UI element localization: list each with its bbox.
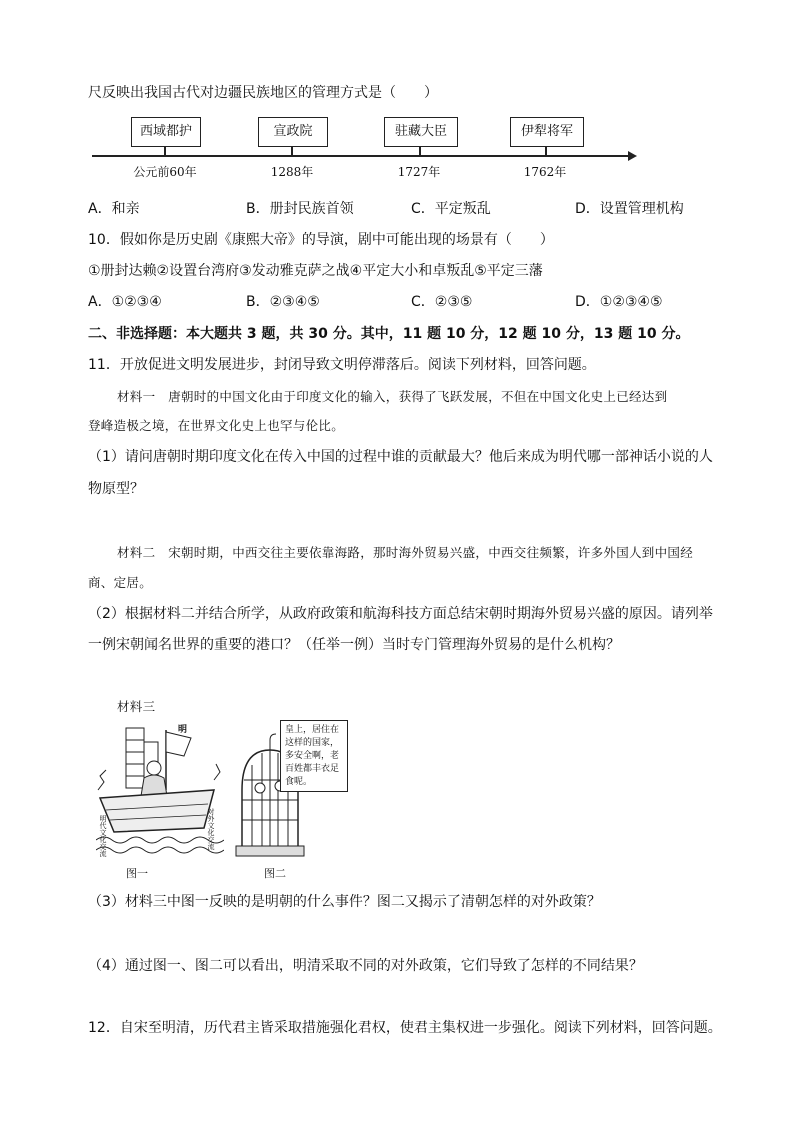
material-1-line-2: 登峰造极之境，在世界文化史上也罕与伦比。: [88, 418, 345, 433]
q10-option-b: B．②③④⑤: [246, 294, 320, 310]
q12-stem: 12．自宋至明清，历代君主皆采取措施强化君权，使君主集权进一步强化。阅读下列材料，回答问题。: [88, 1020, 722, 1036]
bubble-line: 这样的国家，: [285, 738, 340, 748]
figure-2-caption: 图二: [264, 867, 286, 880]
q11-part1-line-2: 物原型？: [88, 481, 144, 497]
figure-1-sign-2: 对外文化交流: [207, 808, 215, 850]
q11-part3: （3）材料三中图一反映的是明朝的什么事件？图二又揭示了清朝怎样的对外政策？: [88, 894, 601, 910]
q9-option-c: C．平定叛乱: [411, 201, 491, 217]
material-2-line-1: 材料二 宋朝时期，中西交往主要依靠海路，那时海外贸易兴盛，中西交往频繁，许多外国人到中国经: [117, 545, 694, 560]
timeline-axis: [92, 155, 630, 157]
q11-part2-line-2: 一例宋朝闻名世界的重要的港口？（任举一例）当时专门管理海外贸易的是什么机构？: [88, 637, 620, 653]
material-1-line-1: 材料一 唐朝时的中国文化由于印度文化的输入，获得了飞跃发展，不但在中国文化史上已经达到: [117, 389, 668, 404]
q10-option-d: D．①②③④⑤: [575, 294, 663, 310]
q9-option-a: A．和亲: [88, 201, 140, 217]
timeline-box-4: 伊犁将军: [510, 117, 584, 147]
bubble-line: 皇上，居住在: [285, 725, 340, 735]
bubble-line: 食呢。: [285, 777, 313, 787]
timeline: [0, 0, 794, 200]
q11-part4: （4）通过图一、图二可以看出，明清采取不同的对外政策，它们导致了怎样的不同结果？: [88, 958, 643, 974]
q10-items: ①册封达赖②设置台湾府③发动雅克萨之战④平定大小和卓叛乱⑤平定三藩: [88, 263, 543, 279]
figure-2: [230, 720, 360, 865]
q11-part1-line-1: （1）请问唐朝时期印度文化在传入中国的过程中谁的贡献最大？他后来成为明代哪一部神话小说的人: [88, 449, 713, 465]
figure-1-sign-1: 明代文化交流: [99, 815, 107, 857]
material-2-line-2: 商、定居。: [88, 575, 153, 590]
timeline-box-3: 驻藏大臣: [384, 117, 458, 147]
section-heading: 二、非选择题：本大题共 3 题，共 30 分。其中，11 题 10 分，12 题 10 分，13 题 10 分。: [88, 326, 690, 342]
q9-option-d: D．设置管理机构: [575, 201, 684, 217]
q10-option-a: A．①②③④: [88, 294, 162, 310]
timeline-arrow-icon: [628, 151, 637, 161]
timeline-tick: [545, 147, 547, 156]
timeline-tick: [291, 147, 293, 156]
figure-1-caption: 图一: [126, 867, 148, 880]
q11-stem: 11．开放促进文明发展进步，封闭导致文明停滞落后。阅读下列材料，回答问题。: [88, 357, 596, 373]
timeline-tick: [419, 147, 421, 156]
material-3-label: 材料三: [117, 699, 156, 714]
timeline-year-1: 公元前60年: [133, 165, 197, 179]
ship-illustration: [96, 720, 224, 860]
figure-1-flag-text: 明: [178, 725, 188, 735]
timeline-year-3: 1727年: [397, 165, 441, 179]
timeline-year-2: 1288年: [270, 165, 314, 179]
q9-stem: 尺反映出我国古代对边疆民族地区的管理方式是（ ）: [88, 85, 438, 101]
q10-stem: 10．假如你是历史剧《康熙大帝》的导演，剧中可能出现的场景有（ ）: [88, 232, 554, 248]
figure-1: [96, 720, 224, 860]
speech-bubble: [280, 720, 348, 792]
q10-option-c: C．②③⑤: [411, 294, 473, 310]
bubble-line: 多安全啊，老: [285, 751, 340, 761]
timeline-tick: [164, 147, 166, 156]
timeline-box-1: 西域都护: [131, 117, 201, 147]
q11-part2-line-1: （2）根据材料二并结合所学，从政府政策和航海科技方面总结宋朝时期海外贸易兴盛的原因。请列举: [88, 606, 713, 622]
bubble-line: 百姓都丰衣足: [285, 764, 340, 774]
timeline-year-4: 1762年: [523, 165, 567, 179]
timeline-box-2: 宣政院: [258, 117, 328, 147]
q9-option-b: B．册封民族首领: [246, 201, 354, 217]
